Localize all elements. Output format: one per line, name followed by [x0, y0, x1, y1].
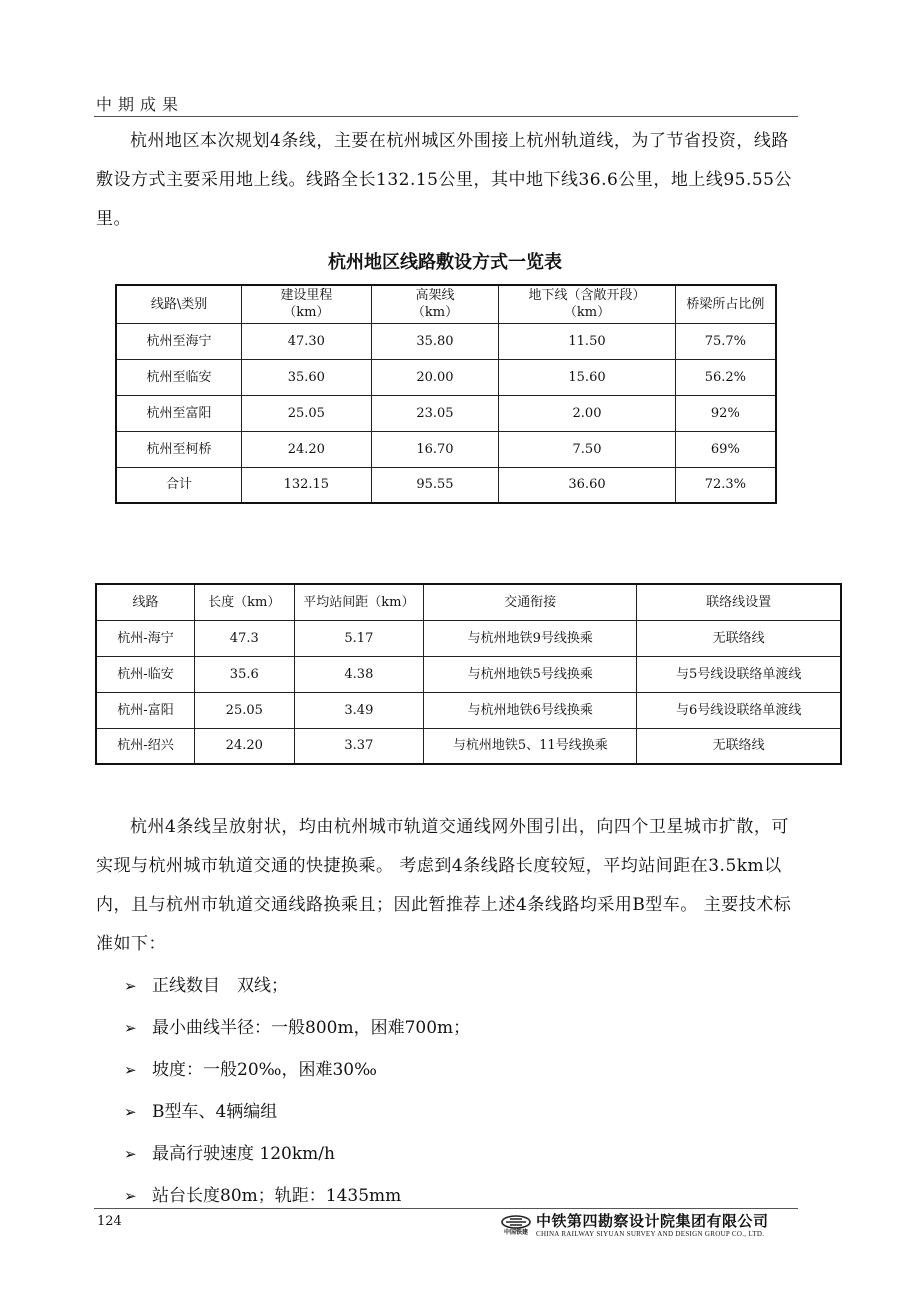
table-cell: 35.6 [195, 656, 295, 692]
table-cell: 24.20 [195, 728, 295, 764]
table-cell: 杭州至柯桥 [116, 431, 242, 467]
arrow-bullet-icon: ➢ [124, 977, 137, 995]
table-cell: 47.3 [195, 620, 295, 656]
table-row [96, 620, 841, 656]
table-cell: 3.49 [294, 692, 424, 728]
table-cell: 无联络线 [637, 728, 841, 764]
technical-standards-list [124, 965, 470, 1217]
arrow-bullet-icon: ➢ [124, 1019, 137, 1037]
column-header: 地下线（含敞开段） （km） [499, 285, 675, 323]
intro-paragraph: 杭州地区本次规划4条线，主要在杭州城区外围接上杭州轨道线，为了节省投资，线路敷设方式主要采用地上线。线路全长132.15公里，其中地下线36.6公里，地上线95.55公里。 [96, 131, 793, 229]
table-cell: 75.7% [675, 323, 776, 359]
table-header-row [116, 285, 776, 323]
table-cell: 92% [675, 395, 776, 431]
column-header: 线路 [96, 584, 195, 620]
company-logo [500, 1213, 769, 1239]
table-cell: 72.3% [675, 467, 776, 503]
table-cell: 24.20 [242, 431, 372, 467]
table-cell: 与杭州地铁9号线换乘 [424, 620, 637, 656]
table-cell: 69% [675, 431, 776, 467]
table-cell: 20.00 [371, 359, 499, 395]
company-name-english: CHINA RAILWAY SIYUAN SURVEY AND DESIGN GROUP CO., LTD. [536, 1230, 765, 1238]
line-connection-table [95, 583, 842, 765]
table-cell: 与杭州地铁6号线换乘 [424, 692, 637, 728]
arrow-bullet-icon: ➢ [124, 1061, 137, 1079]
table-cell: 15.60 [499, 359, 675, 395]
list-item: ➢ 坡度：一般20‰，困难30‰ [124, 1049, 470, 1091]
table-total-row [116, 467, 776, 503]
table-cell: 7.50 [499, 431, 675, 467]
table-cell: 合计 [116, 467, 242, 503]
logo-mark-label: 中国铁建 [503, 1229, 528, 1236]
table1-title: 杭州地区线路敷设方式一览表 [328, 252, 562, 273]
column-header: 长度（km） [195, 584, 295, 620]
column-header: 建设里程 （km） [242, 285, 372, 323]
table-cell: 杭州至海宁 [116, 323, 242, 359]
table-cell: 35.60 [242, 359, 372, 395]
description-paragraph: 杭州4条线呈放射状，均由杭州城市轨道交通线网外围引出，向四个卫星城市扩散，可实现与杭州城市轨道交通的快捷换乘。 考虑到4条线路长度较短，平均站间距在3.5km以内，且与杭州市轨道交通线路换乘且；因此暂推荐上述4条线路均采用B型车。 主要技术标准如下： [96, 817, 792, 954]
list-item: ➢ B型车、4辆编组 [124, 1091, 470, 1133]
arrow-bullet-icon: ➢ [124, 1145, 137, 1163]
table-cell: 杭州至富阳 [116, 395, 242, 431]
table-cell: 杭州-海宁 [96, 620, 195, 656]
column-header: 平均站间距（km） [294, 584, 424, 620]
table-cell: 与5号线设联络单渡线 [637, 656, 841, 692]
table-cell: 2.00 [499, 395, 675, 431]
table-cell: 与杭州地铁5号线换乘 [424, 656, 637, 692]
column-header: 高架线 （km） [371, 285, 499, 323]
table-cell: 杭州-绍兴 [96, 728, 195, 764]
column-header: 交通衔接 [424, 584, 637, 620]
table-cell: 25.05 [195, 692, 295, 728]
table-cell: 36.60 [499, 467, 675, 503]
footer-divider [94, 1208, 798, 1209]
list-item: ➢ 站台长度80m；轨距：1435mm [124, 1175, 470, 1217]
table-row [116, 431, 776, 467]
table-cell: 与杭州地铁5、11号线换乘 [424, 728, 637, 764]
table-header-row [96, 584, 841, 620]
column-header: 联络线设置 [637, 584, 841, 620]
list-item: ➢ 正线数目 双线； [124, 965, 470, 1007]
table-cell: 132.15 [242, 467, 372, 503]
laying-method-table [115, 284, 777, 504]
header-divider [94, 116, 798, 117]
table-cell: 杭州-临安 [96, 656, 195, 692]
page-number: 124 [97, 1214, 122, 1229]
table-cell: 杭州-富阳 [96, 692, 195, 728]
table-cell: 95.55 [371, 467, 499, 503]
table-cell: 56.2% [675, 359, 776, 395]
table-cell: 3.37 [294, 728, 424, 764]
arrow-bullet-icon: ➢ [124, 1103, 137, 1121]
table-cell: 35.80 [371, 323, 499, 359]
list-item: ➢ 最小曲线半径：一般800m，困难700m； [124, 1007, 470, 1049]
table-cell: 5.17 [294, 620, 424, 656]
company-name-chinese: 中铁第四勘察设计院集团有限公司 [536, 1212, 769, 1230]
column-header: 桥梁所占比例 [675, 285, 776, 323]
table-cell: 47.30 [242, 323, 372, 359]
table-row [96, 692, 841, 728]
table-row [116, 395, 776, 431]
table-row [116, 323, 776, 359]
table-row [96, 728, 841, 764]
list-item: ➢ 最高行驶速度 120km/h [124, 1133, 470, 1175]
crcc-logo-icon [500, 1215, 532, 1237]
column-header: 线路\类别 [116, 285, 242, 323]
table-cell: 4.38 [294, 656, 424, 692]
table-cell: 25.05 [242, 395, 372, 431]
arrow-bullet-icon: ➢ [124, 1187, 137, 1205]
table-cell: 11.50 [499, 323, 675, 359]
table-cell: 杭州至临安 [116, 359, 242, 395]
table-cell: 与6号线设联络单渡线 [637, 692, 841, 728]
table-cell: 16.70 [371, 431, 499, 467]
page-header-title: 中期成果 [96, 95, 185, 114]
table-row [96, 656, 841, 692]
table-row [116, 359, 776, 395]
table-cell: 无联络线 [637, 620, 841, 656]
table-cell: 23.05 [371, 395, 499, 431]
